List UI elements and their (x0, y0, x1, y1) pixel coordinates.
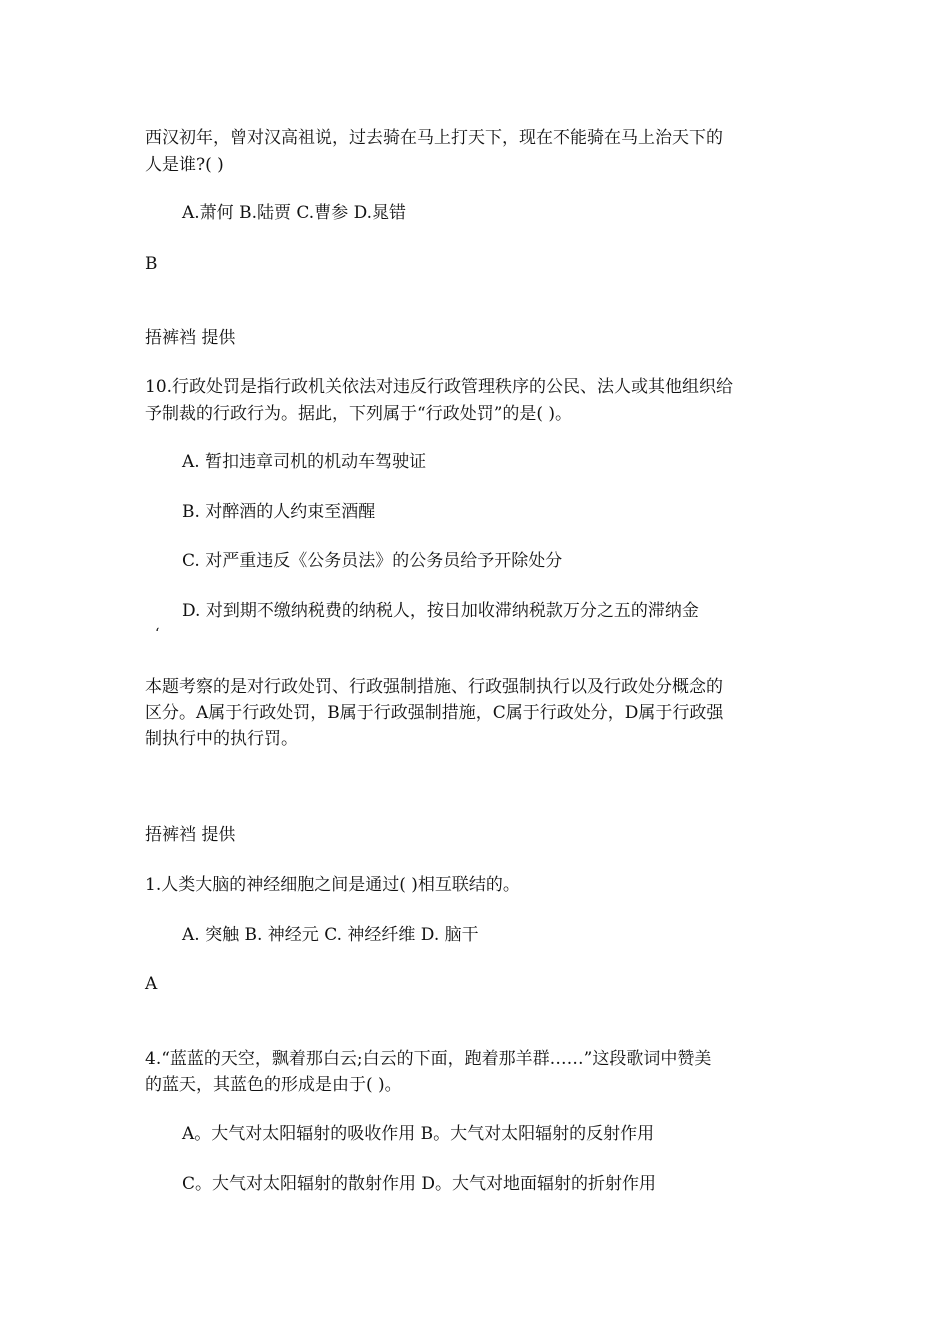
provider-credit: 捂裤裆 提供 (145, 825, 236, 845)
question-text: 予制裁的行政行为。据此，下列属于“行政处罚”的是( )。 (145, 404, 573, 424)
explanation-text: 区分。A属于行政处罚，B属于行政强制措施，C属于行政处分，D属于行政强 (145, 703, 724, 723)
answer-key: A (145, 974, 158, 994)
question-text: 10.行政处罚是指行政机关依法对违反行政管理秩序的公民、法人或其他组织给 (145, 377, 734, 397)
answer-key: B (145, 254, 158, 274)
explanation-text: 制执行中的执行罚。 (145, 729, 298, 749)
question-text: 4.“蓝蓝的天空，飘着那白云;白云的下面，跑着那羊群……”这段歌词中赞美 (145, 1049, 712, 1069)
question-text: 1.人类大脑的神经细胞之间是通过( )相互联结的。 (145, 875, 520, 895)
answer-options: A。大气对太阳辐射的吸收作用 B。大气对太阳辐射的反射作用 (182, 1124, 655, 1144)
question-text: 人是谁?( ) (145, 155, 224, 175)
answer-option-c: C. 对严重违反《公务员法》的公务员给予开除处分 (182, 551, 563, 571)
answer-option-d: D. 对到期不缴纳税费的纳税人，按日加收滞纳税款万分之五的滞纳金 (182, 601, 699, 621)
answer-options: A. 突触 B. 神经元 C. 神经纤维 D. 脑干 (182, 925, 479, 945)
explanation-text: 本题考察的是对行政处罚、行政强制措施、行政强制执行以及行政处分概念的 (145, 677, 723, 697)
answer-options: A.萧何 B.陆贾 C.曹参 D.晁错 (182, 203, 407, 223)
provider-credit: 捂裤裆 提供 (145, 328, 236, 348)
stray-mark: ‘ (155, 626, 160, 642)
answer-option-b: B. 对醉酒的人约束至酒醒 (182, 502, 376, 522)
answer-options: C。大气对太阳辐射的散射作用 D。大气对地面辐射的折射作用 (182, 1174, 657, 1194)
question-text: 的蓝天，其蓝色的形成是由于( )。 (145, 1075, 402, 1095)
answer-option-a: A. 暂扣违章司机的机动车驾驶证 (182, 452, 427, 472)
question-text: 西汉初年，曾对汉高祖说，过去骑在马上打天下，现在不能骑在马上治天下的 (145, 128, 723, 148)
